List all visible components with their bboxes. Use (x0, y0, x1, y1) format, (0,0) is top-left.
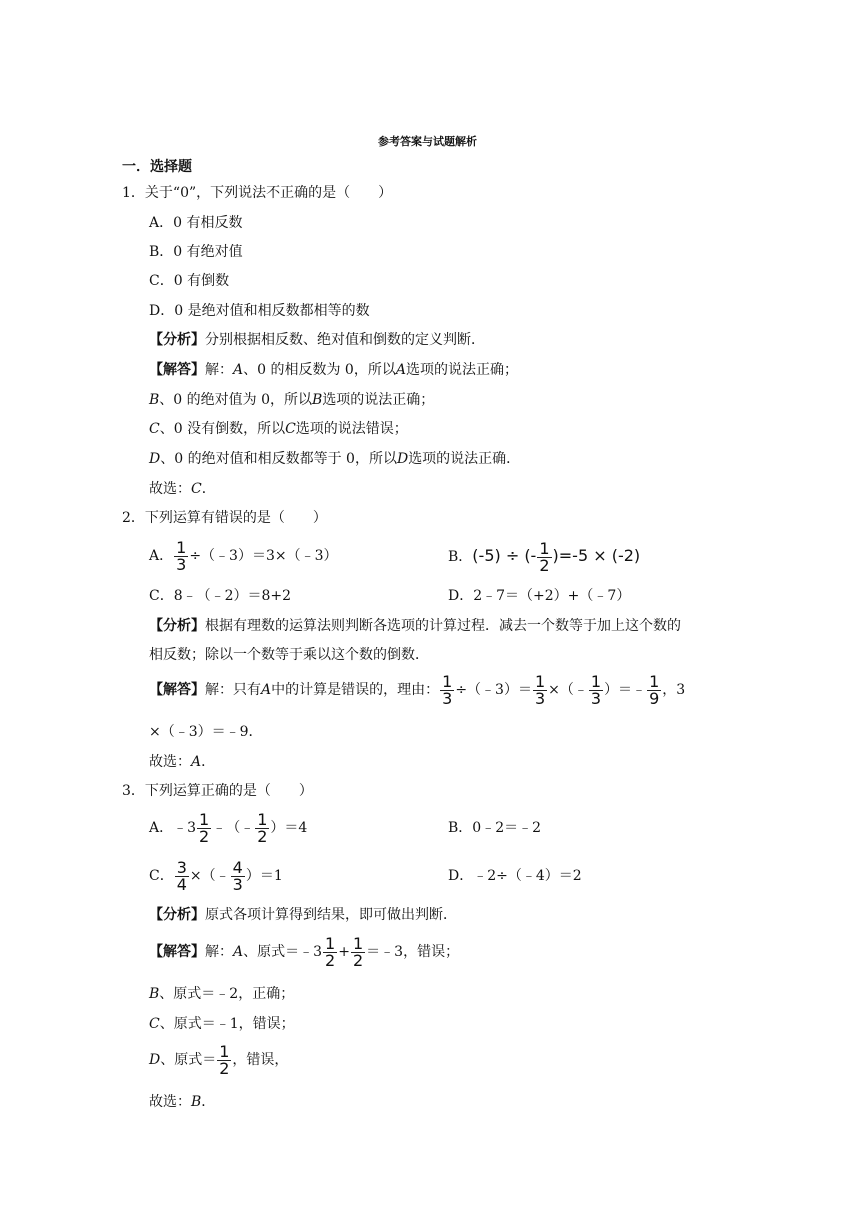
q3-analysis (149, 905, 457, 925)
variable: D (396, 451, 409, 467)
q1-stem: 1．关于“0”，下列说法不正确的是（ ） (122, 185, 393, 201)
numerator: 1 (325, 933, 336, 953)
analysis-tag: 【分析】 (149, 332, 205, 348)
variable: B (312, 392, 323, 408)
q3-option-a (149, 810, 307, 846)
answer-tag: 【解答】 (149, 362, 205, 378)
numerator: 1 (442, 671, 453, 691)
fraction (175, 857, 189, 894)
analysis-tag: 【分析】 (149, 907, 205, 923)
analysis-tag: 【分析】 (149, 618, 205, 634)
q1-analysis (149, 330, 485, 350)
q1-answer-line-4 (149, 449, 520, 469)
choice-end: ． (201, 1094, 216, 1110)
analysis-text: 原式各项计算得到结果，即可做出判断． (205, 907, 457, 923)
fraction (197, 809, 211, 846)
variable: A (191, 754, 202, 770)
q1-choice (149, 479, 216, 499)
analysis-text: 根据有理数的运算法则判断各选项的计算过程．减去一个数等于加上这个数的 (205, 618, 681, 634)
denominator: 3 (232, 874, 243, 894)
answer-text: 、0 没有倒数，所以 (159, 421, 286, 437)
q2-option-a (149, 538, 338, 574)
math-text: (-5) ÷ (- (472, 546, 537, 565)
denominator: 3 (534, 688, 546, 708)
choice-end: ． (201, 481, 216, 497)
q2-option-b (448, 538, 640, 575)
variable: A (233, 944, 244, 960)
variable: D (149, 451, 161, 467)
variable: D (149, 1052, 161, 1068)
denominator: 2 (257, 826, 268, 846)
answer-text: 解：只有 (205, 682, 261, 698)
q3-option-b: B．0﹣2＝﹣2 (448, 820, 542, 836)
option-label: C． (149, 868, 174, 884)
q2-answer-line-1 (149, 672, 685, 708)
answer-text: 、原式＝﹣1，错误； (159, 1016, 295, 1032)
q2-option-d: D．2﹣7＝（+2）+（﹣7） (448, 588, 631, 604)
fraction (351, 933, 365, 970)
numerator: 1 (590, 671, 602, 691)
q2-answer-line-2: ×（﹣3）＝﹣9． (149, 724, 263, 740)
fraction (231, 857, 245, 894)
q2-analysis-line-1 (149, 616, 681, 636)
fraction (440, 671, 454, 708)
answer-text: 、0 的相反数为 0，所以 (243, 362, 396, 378)
answer-text: 、原式＝ (160, 1052, 217, 1068)
fraction (217, 1041, 231, 1078)
answer-text: 选项的说法正确； (405, 362, 518, 378)
variable: C (149, 421, 160, 437)
q3-option-d: D．﹣2÷（﹣4）＝2 (448, 868, 582, 884)
answer-tag: 【解答】 (149, 682, 205, 698)
variable: B (191, 1094, 202, 1110)
answer-text: ＝﹣3，错误； (366, 944, 460, 960)
option-text: ×（﹣ (189, 868, 230, 884)
denominator: 2 (199, 826, 210, 846)
page-title: 参考答案与试题解析 (378, 135, 477, 148)
q3-answer-line-2 (149, 984, 294, 1004)
denominator: 4 (176, 874, 187, 894)
answer-text: ÷（﹣3）＝ (455, 682, 532, 698)
answer-text: 选项的说法正确． (408, 451, 521, 467)
variable: B (149, 392, 160, 408)
answer-text: ，错误， (232, 1052, 289, 1068)
choice-label: 故选： (149, 481, 191, 497)
variable: C (191, 481, 202, 497)
answer-text: 中的计算是错误的，理由： (271, 682, 440, 698)
variable: A (233, 362, 244, 378)
q3-answer-line-1 (149, 934, 459, 970)
answer-text: ，3 (662, 682, 686, 698)
analysis-text: 分别根据相反数、绝对值和倒数的定义判断． (205, 332, 485, 348)
q2-option-c: C．8﹣（﹣2）＝8+2 (149, 588, 292, 604)
option-text: ﹣（﹣ (212, 820, 255, 836)
numerator: 1 (199, 809, 210, 829)
q3-option-c (149, 858, 283, 894)
q1-answer-line-3 (149, 419, 408, 439)
option-text: ）＝1 (245, 868, 283, 884)
denominator: 3 (590, 688, 602, 708)
numerator: 1 (352, 933, 364, 953)
variable: B (149, 986, 160, 1002)
option-label: B． (448, 549, 473, 565)
q1-option-c: C．0 有倒数 (149, 273, 230, 289)
answer-text: ×（﹣ (548, 682, 588, 698)
denominator: 2 (352, 950, 364, 970)
q2-choice (149, 752, 215, 772)
answer-text: 解： (205, 362, 233, 378)
q1-answer-line-1 (149, 360, 518, 380)
q3-answer-line-3 (149, 1014, 295, 1034)
numerator: 1 (539, 538, 550, 558)
option-text: ÷（﹣3）＝3×（﹣3） (189, 548, 338, 564)
q1-option-d: D．0 是绝对值和相反数都相等的数 (149, 303, 370, 319)
fraction (323, 933, 337, 970)
denominator: 2 (325, 950, 336, 970)
denominator: 2 (539, 555, 550, 575)
q2-stem: 2．下列运算有错误的是（ ） (122, 510, 327, 526)
math-text: )=-5 × (-2) (552, 546, 641, 565)
fraction (537, 538, 551, 575)
fraction (589, 671, 603, 708)
denominator: 2 (219, 1058, 230, 1078)
numerator: 1 (649, 671, 660, 691)
numerator: 3 (176, 857, 187, 877)
q3-answer-line-4 (149, 1042, 288, 1078)
option-text: ）＝4 (270, 820, 308, 836)
fraction (533, 671, 547, 708)
answer-text: 选项的说法正确； (322, 392, 435, 408)
variable: C (149, 1016, 160, 1032)
answer-text: ）＝﹣ (604, 682, 647, 698)
denominator: 3 (176, 554, 187, 574)
q2-analysis-line-2: 相反数；除以一个数等于乘以这个数的倒数． (149, 647, 429, 663)
fraction (174, 537, 188, 574)
choice-label: 故选： (149, 1094, 191, 1110)
fraction (255, 809, 269, 846)
section-heading: 一．选择题 (122, 159, 192, 175)
answer-text: 、0 的绝对值为 0，所以 (159, 392, 313, 408)
answer-tag: 【解答】 (149, 944, 205, 960)
numerator: 1 (176, 537, 187, 557)
fraction (647, 671, 661, 708)
answer-text: 选项的说法错误； (295, 421, 408, 437)
q1-option-b: B．0 有绝对值 (149, 244, 243, 260)
variable: C (285, 421, 296, 437)
answer-text: 、原式＝﹣3 (243, 944, 323, 960)
q1-option-a: A．0 有相反数 (149, 215, 243, 231)
q3-choice (149, 1092, 215, 1112)
variable: A (261, 682, 272, 698)
choice-end: ． (201, 754, 216, 770)
numerator: 1 (534, 671, 546, 691)
q3-stem: 3．下列运算正确的是（ ） (122, 783, 313, 799)
q1-answer-line-2 (149, 390, 434, 410)
option-text: A．﹣3 (149, 820, 197, 836)
variable: A (395, 362, 406, 378)
plus-sign: + (338, 944, 350, 960)
numerator: 1 (257, 809, 268, 829)
answer-text: 、原式＝﹣2，正确； (159, 986, 295, 1002)
answer-text: 解： (205, 944, 233, 960)
denominator: 3 (442, 688, 453, 708)
numerator: 4 (232, 857, 243, 877)
answer-text: 、0 的绝对值和相反数都等于 0，所以 (160, 451, 397, 467)
option-label: A． (149, 548, 174, 564)
numerator: 1 (219, 1041, 230, 1061)
choice-label: 故选： (149, 754, 191, 770)
denominator: 9 (649, 688, 660, 708)
